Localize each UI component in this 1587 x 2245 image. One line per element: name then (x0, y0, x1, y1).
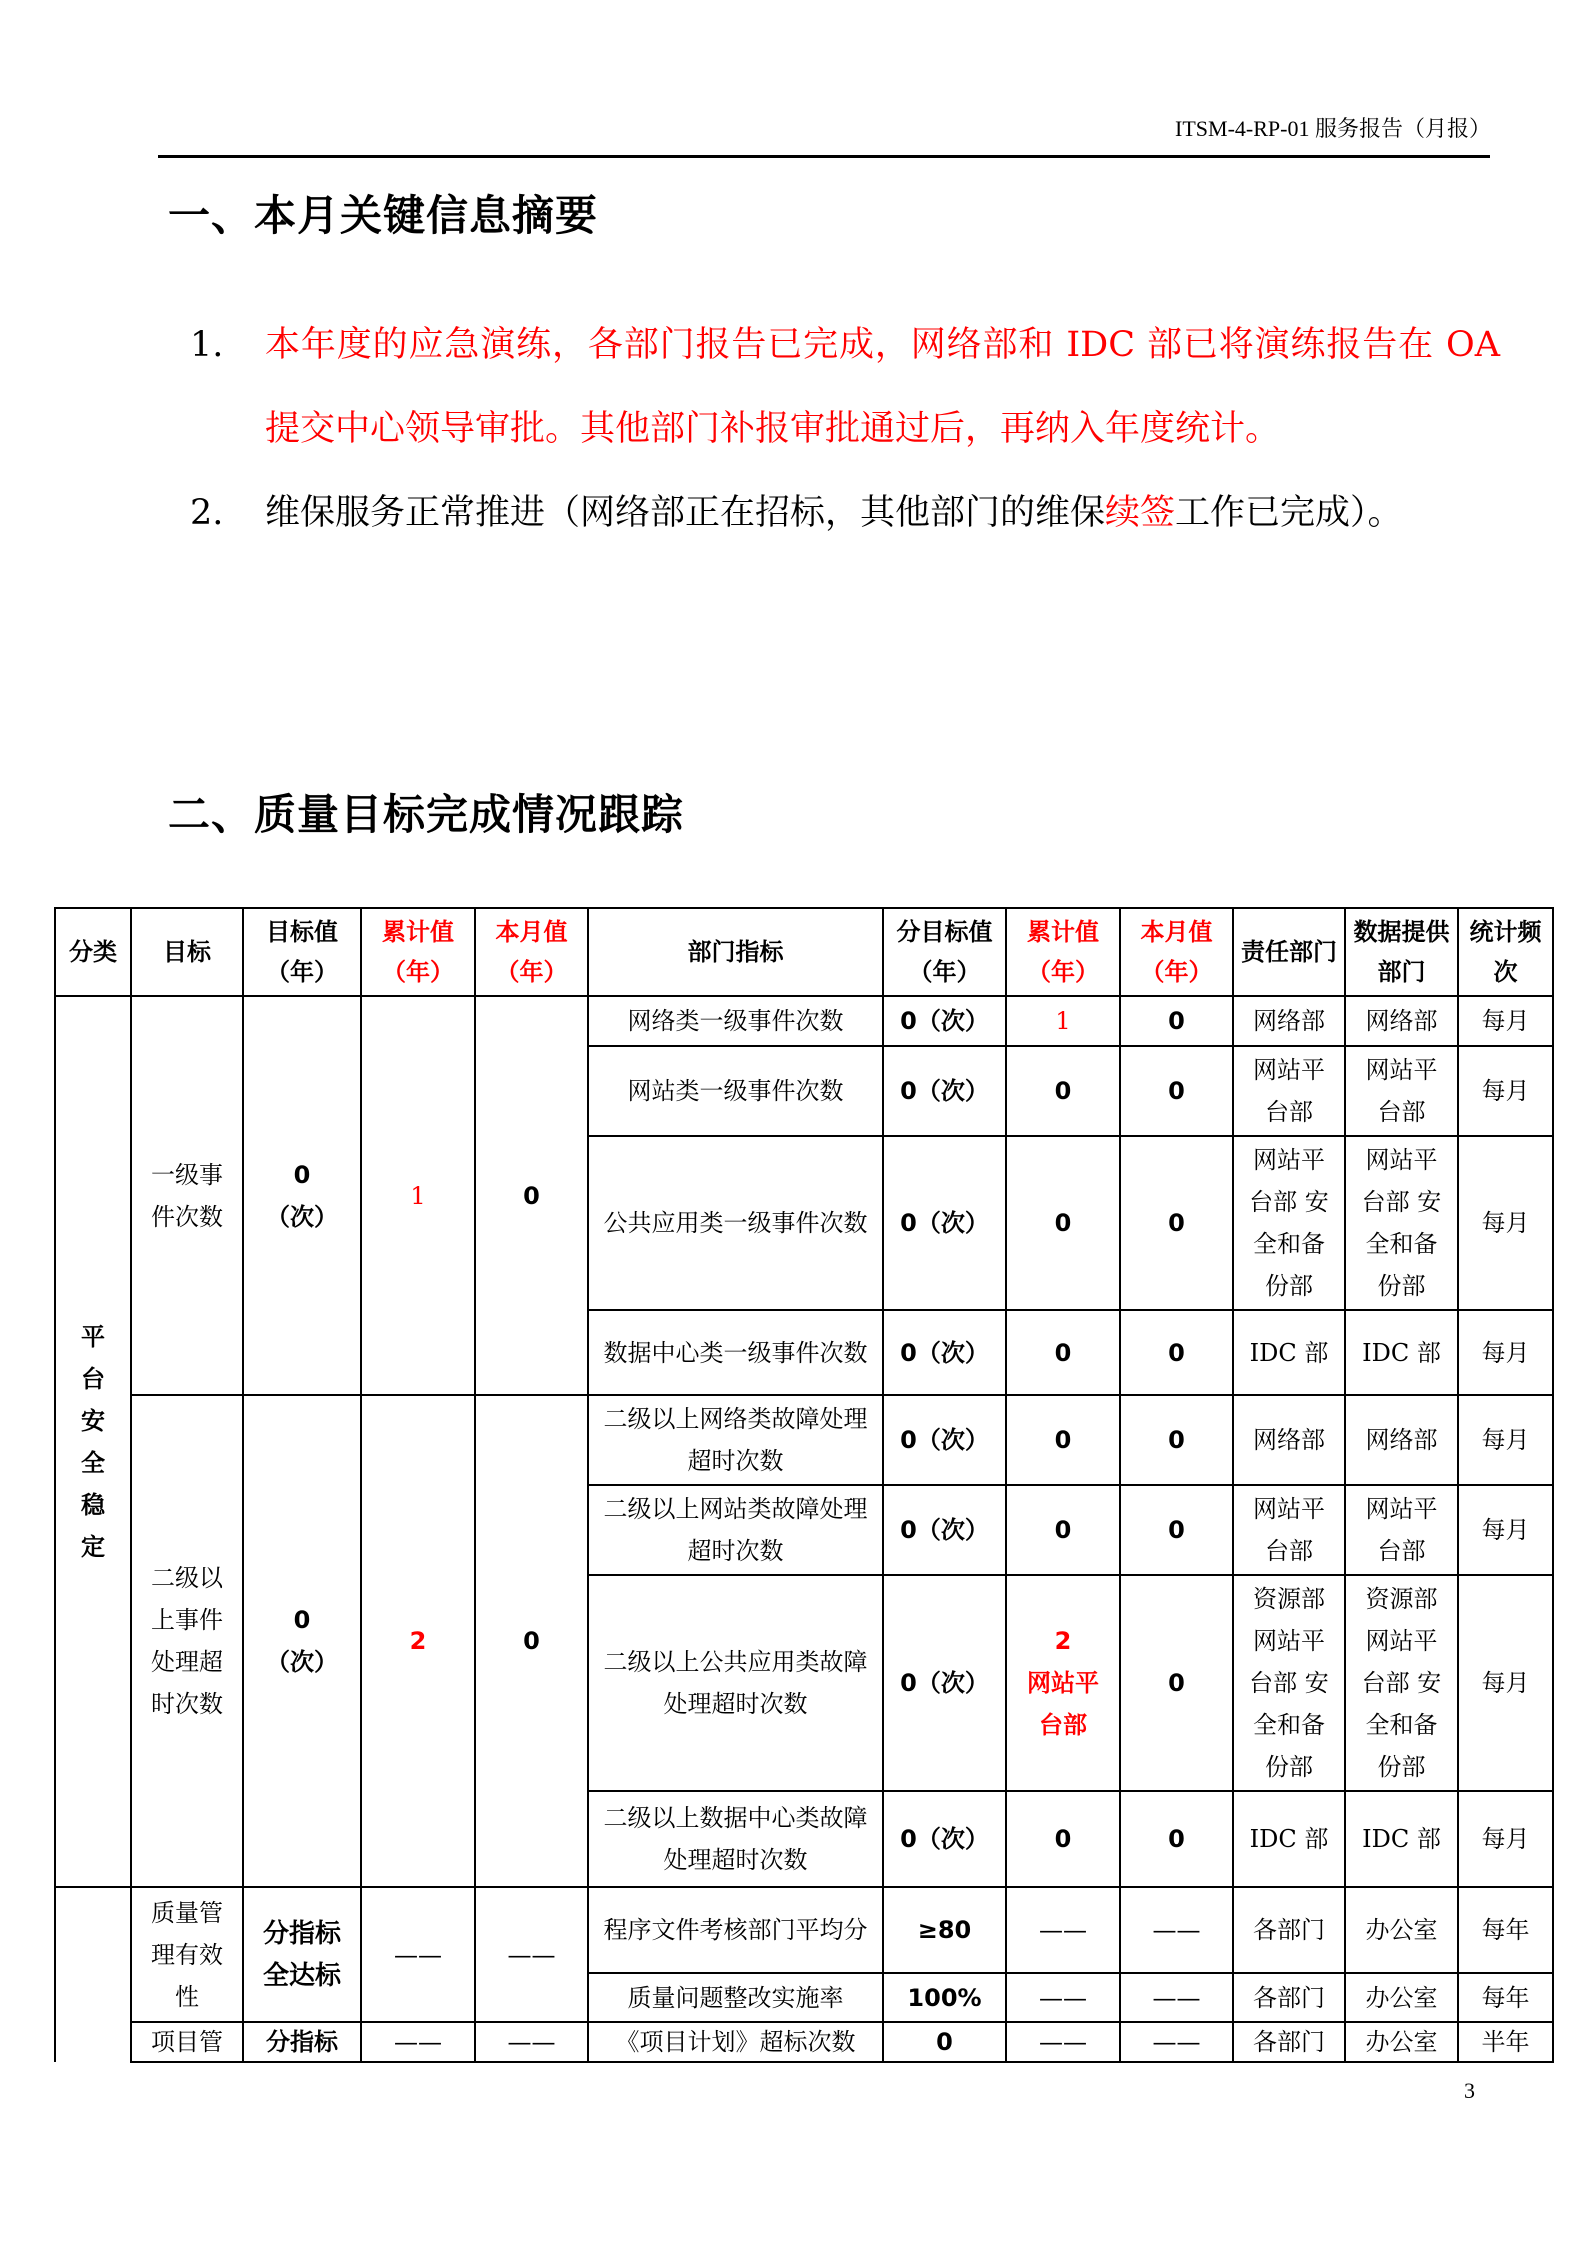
table-row (55, 1395, 1553, 1485)
data-provider-cell: 网站平台部 (1345, 1485, 1458, 1575)
sub-cumulative-value: 2 (1054, 1627, 1072, 1655)
summary-highlight: 续签 (1105, 493, 1176, 533)
data-provider-cell: 办公室 (1345, 1887, 1458, 1973)
indicator-cell: 数据中心类一级事件次数 (588, 1310, 883, 1395)
summary-text-after: 工作已完成）。 (1175, 493, 1403, 533)
data-provider-cell: IDC 部 (1345, 1310, 1458, 1395)
frequency-cell: 每月 (1458, 1791, 1553, 1887)
frequency-cell: 每月 (1458, 1136, 1553, 1310)
indicator-cell: 二级以上网络类故障处理超时次数 (588, 1395, 883, 1485)
header-sub-cumulative: 累计值（年） (1006, 908, 1120, 996)
cumulative-cell: 1 (361, 996, 475, 1395)
data-provider-cell: 网站平台部 (1345, 1046, 1458, 1136)
data-provider-cell: IDC 部 (1345, 1791, 1458, 1887)
header-responsible: 责任部门 (1233, 908, 1345, 996)
target-cell: 0（次） (243, 1395, 361, 1887)
goal-cell: 二级以上事件处理超时次数 (131, 1395, 243, 1887)
frequency-cell: 每月 (1458, 1575, 1553, 1791)
summary-text-before: 维保服务正常推进（网络部正在招标，其他部门的维保 (265, 493, 1106, 533)
responsible-cell: 网络部 (1233, 996, 1345, 1046)
summary-text: 本年度的应急演练，各部门报告已完成，网络部和 IDC 部已将演练报告在 OA 提交中心领导审批。其他部门补报审批通过后，再纳入年度统计。 (265, 325, 1500, 449)
indicator-cell: 网络类一级事件次数 (588, 996, 883, 1046)
sub-target-cell: 0 (883, 2022, 1006, 2062)
cumulative-cell: —— (361, 2022, 475, 2062)
sub-month-cell: —— (1120, 1887, 1233, 1973)
sub-month-cell: 0 (1120, 1310, 1233, 1395)
month-cell: 0 (475, 1395, 588, 1887)
month-cell: —— (475, 2022, 588, 2062)
header-divider (158, 155, 1490, 158)
indicator-cell: 二级以上数据中心类故障处理超时次数 (588, 1791, 883, 1887)
cumulative-cell: —— (361, 1887, 475, 2022)
sub-cumulative-cell: 0 (1006, 1310, 1120, 1395)
summary-item-2 (180, 471, 1500, 555)
data-provider-cell: 网络部 (1345, 996, 1458, 1046)
header-category: 分类 (55, 908, 131, 996)
responsible-cell: 各部门 (1233, 2022, 1345, 2062)
list-number: 2. (190, 493, 224, 533)
sub-target-cell: ≥80 (883, 1887, 1006, 1973)
sub-target-cell: 0（次） (883, 1310, 1006, 1395)
table-row (55, 1887, 1553, 1973)
indicator-cell: 二级以上公共应用类故障处理超时次数 (588, 1575, 883, 1791)
frequency-cell: 每年 (1458, 1887, 1553, 1973)
header-goal: 目标 (131, 908, 243, 996)
sub-target-cell: 0（次） (883, 1395, 1006, 1485)
responsible-cell: IDC 部 (1233, 1310, 1345, 1395)
goal-cell: 项目管 (131, 2022, 243, 2062)
goal-cell: 一级事件次数 (131, 996, 243, 1395)
header-frequency: 统计频次 (1458, 908, 1553, 996)
frequency-cell: 每月 (1458, 1395, 1553, 1485)
cumulative-cell: 2 (361, 1395, 475, 1887)
sub-target-cell: 0（次） (883, 1046, 1006, 1136)
sub-cumulative-cell: 0 (1006, 1136, 1120, 1310)
sub-cumulative-cell: —— (1006, 1973, 1120, 2022)
section-1-title: 一、本月关键信息摘要 (168, 191, 599, 240)
responsible-cell: 网站平台部 安全和备份部 (1233, 1136, 1345, 1310)
frequency-cell: 每年 (1458, 1973, 1553, 2022)
summary-item-1 (180, 303, 1500, 471)
responsible-cell: 网站平台部 (1233, 1046, 1345, 1136)
category-cell: 平台安全稳定 (55, 996, 131, 1887)
responsible-cell: 各部门 (1233, 1973, 1345, 2022)
header-data-provider: 数据提供部门 (1345, 908, 1458, 996)
month-cell: —— (475, 1887, 588, 2022)
target-cell: 分指标 (243, 2022, 361, 2062)
sub-cumulative-cell: 0 (1006, 1395, 1120, 1485)
data-provider-cell: 网站平台部 安全和备份部 (1345, 1136, 1458, 1310)
responsible-cell: 网站平台部 (1233, 1485, 1345, 1575)
indicator-cell: 程序文件考核部门平均分 (588, 1887, 883, 1973)
frequency-cell: 每月 (1458, 996, 1553, 1046)
frequency-cell: 半年 (1458, 2022, 1553, 2062)
indicator-cell: 《项目计划》超标次数 (588, 2022, 883, 2062)
sub-cumulative-cell: —— (1006, 1887, 1120, 1973)
target-cell: 分指标全达标 (243, 1887, 361, 2022)
indicator-cell: 公共应用类一级事件次数 (588, 1136, 883, 1310)
sub-month-cell: 0 (1120, 1575, 1233, 1791)
sub-month-cell: 0 (1120, 1791, 1233, 1887)
month-cell: 0 (475, 996, 588, 1395)
sub-cumulative-cell (1006, 1575, 1120, 1791)
target-cell: 0（次） (243, 996, 361, 1395)
indicator-cell: 质量问题整改实施率 (588, 1973, 883, 2022)
header-cumulative: 累计值（年） (361, 908, 475, 996)
section-2-title: 二、质量目标完成情况跟踪 (168, 790, 685, 839)
sub-cumulative-note: 网站平台部 (1027, 1669, 1099, 1739)
table-row (55, 996, 1553, 1046)
summary-list (180, 303, 1500, 555)
sub-target-cell: 0（次） (883, 1575, 1006, 1791)
sub-target-cell: 100% (883, 1973, 1006, 2022)
header-sub-month: 本月值（年） (1120, 908, 1233, 996)
sub-month-cell: 0 (1120, 996, 1233, 1046)
document-header: ITSM-4-RP-01 服务报告（月报） (1175, 116, 1491, 141)
data-provider-cell: 办公室 (1345, 2022, 1458, 2062)
category-cell-2 (55, 1887, 131, 2062)
data-provider-cell: 网络部 (1345, 1395, 1458, 1485)
indicator-cell: 网站类一级事件次数 (588, 1046, 883, 1136)
page-number: 3 (1464, 2078, 1475, 2103)
table-header-row (55, 908, 1553, 996)
data-provider-cell: 资源部 网站平台部 安全和备份部 (1345, 1575, 1458, 1791)
header-target: 目标值（年） (243, 908, 361, 996)
responsible-cell: IDC 部 (1233, 1791, 1345, 1887)
list-number: 1. (190, 325, 224, 365)
frequency-cell: 每月 (1458, 1310, 1553, 1395)
frequency-cell: 每月 (1458, 1046, 1553, 1136)
sub-target-cell: 0（次） (883, 1136, 1006, 1310)
sub-month-cell: 0 (1120, 1395, 1233, 1485)
sub-cumulative-cell: 0 (1006, 1485, 1120, 1575)
indicator-cell: 二级以上网站类故障处理超时次数 (588, 1485, 883, 1575)
sub-cumulative-cell: —— (1006, 2022, 1120, 2062)
responsible-cell: 网络部 (1233, 1395, 1345, 1485)
header-month: 本月值（年） (475, 908, 588, 996)
goal-cell: 质量管理有效性 (131, 1887, 243, 2022)
table-row (55, 2022, 1553, 2062)
sub-month-cell: 0 (1120, 1046, 1233, 1136)
sub-month-cell: 0 (1120, 1136, 1233, 1310)
data-provider-cell: 办公室 (1345, 1973, 1458, 2022)
responsible-cell: 资源部 网站平台部 安全和备份部 (1233, 1575, 1345, 1791)
sub-cumulative-cell: 0 (1006, 1791, 1120, 1887)
sub-target-cell: 0（次） (883, 996, 1006, 1046)
header-sub-target: 分目标值（年） (883, 908, 1006, 996)
quality-target-table (54, 907, 1554, 2063)
sub-cumulative-cell: 0 (1006, 1046, 1120, 1136)
sub-target-cell: 0（次） (883, 1485, 1006, 1575)
sub-target-cell: 0（次） (883, 1791, 1006, 1887)
frequency-cell: 每月 (1458, 1485, 1553, 1575)
header-dept-indicator: 部门指标 (588, 908, 883, 996)
sub-cumulative-cell: 1 (1006, 996, 1120, 1046)
responsible-cell: 各部门 (1233, 1887, 1345, 1973)
sub-month-cell: —— (1120, 2022, 1233, 2062)
sub-month-cell: 0 (1120, 1485, 1233, 1575)
sub-month-cell: —— (1120, 1973, 1233, 2022)
